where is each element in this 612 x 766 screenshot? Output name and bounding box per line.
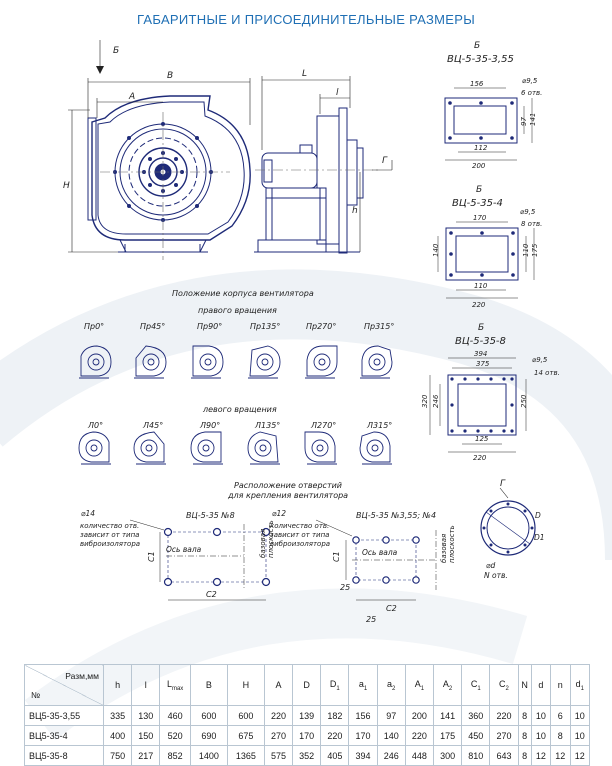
outlet-D1: D1 (534, 533, 545, 542)
flange-2-hole-count: 8 отв. (521, 220, 543, 228)
col-a2: $a_2$ (377, 665, 405, 706)
row-model-name: ВЦ5-35-4 (25, 726, 104, 746)
holes-heading-1: Расположение отверстий (234, 481, 343, 490)
pos-l-90: Л90° (200, 421, 221, 430)
pos-r-90: Пр90° (197, 322, 223, 331)
table-cell: 8 (518, 746, 531, 766)
table-cell: 600 (227, 706, 264, 726)
table-cell: 220 (264, 706, 292, 726)
holes-left-c1: C1 (147, 551, 156, 562)
holes-right-dia: ⌀12 (272, 509, 287, 518)
table-cell: 12 (551, 746, 570, 766)
table-cell: 170 (293, 726, 321, 746)
col-D: D (293, 665, 321, 706)
flange-3-hole-count: 14 отв. (534, 369, 560, 377)
holes-right-note-1: количество отв. (270, 522, 330, 530)
positions-heading: Положение корпуса вентилятора (172, 289, 314, 298)
table-cell: 394 (349, 746, 377, 766)
pos-r-270: Пр270° (306, 322, 337, 331)
pos-l-135: Л135° (255, 421, 281, 430)
flange-2-right-outer: 175 (531, 243, 539, 257)
table-row (25, 706, 590, 726)
col-d1: $d_1$ (570, 665, 590, 706)
table-cell: 1365 (227, 746, 264, 766)
corner-top-label: Разм,мм (65, 671, 99, 681)
table-cell: 170 (349, 726, 377, 746)
table-cell: 182 (321, 706, 349, 726)
outlet-D: D (535, 511, 541, 520)
table-cell: 10 (531, 706, 550, 726)
pos-r-45: Пр45° (140, 322, 166, 331)
fan-front-view (68, 40, 250, 260)
dim-G-label: Г (382, 156, 388, 166)
holes-right-note-3: виброизолятора (270, 540, 331, 548)
table-cell: 139 (293, 706, 321, 726)
table-corner-cell (25, 665, 104, 706)
pos-l-0: Л0° (88, 421, 104, 430)
flange-1-right-outer: 141 (529, 112, 537, 126)
holes-right-25b: 25 (366, 615, 377, 624)
table-cell: 400 (104, 726, 132, 746)
positions-right-label: правого вращения (198, 306, 277, 315)
flange-3-right: 250 (520, 394, 528, 408)
table-cell: 460 (160, 706, 191, 726)
flange-1-top: 156 (470, 80, 484, 88)
flange-1-hole-count: 6 отв. (521, 89, 543, 97)
table-cell: 352 (293, 746, 321, 766)
dim-B-label: B (167, 71, 174, 81)
holes-left-c2: C2 (206, 590, 217, 599)
table-cell: 405 (321, 746, 349, 766)
flange-3-left-inner: 246 (432, 394, 440, 408)
table-cell: 141 (434, 706, 462, 726)
holes-right-plane: плоскость (448, 525, 456, 563)
table-cell: 12 (531, 746, 550, 766)
table-cell: 8 (518, 726, 531, 746)
outlet-n: N отв. (484, 571, 508, 580)
col-C2: $C_2$ (490, 665, 518, 706)
table-cell: 675 (227, 726, 264, 746)
table-cell: 200 (405, 706, 433, 726)
table-cell: 750 (104, 746, 132, 766)
holes-right-c2: C2 (386, 604, 397, 613)
table-cell: 300 (434, 746, 462, 766)
col-lmax: $L_{max}$ (160, 665, 191, 706)
flange-3-top-inner: 375 (476, 360, 490, 368)
flange-1-right-inner: 97 (520, 117, 528, 126)
page-title: ГАБАРИТНЫЕ И ПРИСОЕДИНИТЕЛЬНЫЕ РАЗМЕРЫ (136, 12, 476, 27)
flange-2-model: ВЦ-5-35-4 (452, 198, 503, 209)
outlet-label: Г (500, 479, 506, 489)
col-H: H (227, 665, 264, 706)
position-icons-left (79, 432, 392, 464)
table-cell: 10 (570, 726, 590, 746)
col-h: h (104, 665, 132, 706)
outlet-hole-d: ⌀d (486, 561, 496, 570)
outlet-circle-view (481, 488, 535, 555)
col-A: A (264, 665, 292, 706)
holes-left-model: ВЦ-5-35 №8 (186, 511, 235, 520)
flange-3-top-outer: 394 (474, 350, 488, 358)
table-cell: 6 (551, 706, 570, 726)
fan-side-view (254, 76, 392, 253)
table-cell: 220 (490, 706, 518, 726)
flange-3-model: ВЦ-5-35-8 (455, 336, 506, 347)
col-A1: $A_1$ (405, 665, 433, 706)
table-cell: 690 (190, 726, 227, 746)
table-cell: 220 (405, 726, 433, 746)
dimensions-table (24, 664, 590, 766)
dim-h-label: h (352, 206, 358, 216)
dim-L-label: L (302, 69, 308, 79)
table-cell: 335 (104, 706, 132, 726)
flange-2-a1: 110 (474, 282, 488, 290)
table-cell: 450 (462, 726, 490, 746)
flange-2-left: 140 (432, 243, 440, 257)
table-cell: 150 (132, 726, 160, 746)
table-cell: 810 (462, 746, 490, 766)
table-cell: 12 (570, 746, 590, 766)
holes-right-c1: C1 (332, 551, 341, 562)
holes-right-axis: Ось вала (362, 548, 398, 557)
flange-1-hole-dia: ⌀9,5 (522, 77, 538, 85)
flange-2-A1: 220 (472, 301, 486, 309)
holes-left-axis: Ось вала (166, 545, 202, 554)
table-cell: 175 (434, 726, 462, 746)
dim-H-label: H (63, 181, 70, 191)
flange-1-a1: 112 (474, 144, 488, 152)
table-cell: 140 (377, 726, 405, 746)
col-n: n (551, 665, 570, 706)
flange-1-A1: 200 (472, 162, 486, 170)
table-cell: 8 (518, 706, 531, 726)
table-header-row (25, 665, 590, 706)
table-cell: 360 (462, 706, 490, 726)
flange-3-a1: 125 (475, 435, 489, 443)
col-C1: $C_1$ (462, 665, 490, 706)
table-cell: 270 (264, 726, 292, 746)
holes-heading-2: для крепления вентилятора (228, 491, 349, 500)
flange-view-355 (445, 88, 532, 160)
table-cell: 220 (321, 726, 349, 746)
holes-left-plane: плоскость (267, 520, 275, 558)
flange-3-hole-dia: ⌀9,5 (532, 356, 548, 364)
row-model-name: ВЦ5-35-8 (25, 746, 104, 766)
pos-l-315: Л315° (367, 421, 393, 430)
pos-r-135: Пр135° (250, 322, 281, 331)
flange-3-arrow: Б (478, 323, 485, 333)
table-cell: 600 (190, 706, 227, 726)
flange-3-left-outer: 320 (421, 394, 429, 408)
table-cell: 217 (132, 746, 160, 766)
col-b: B (190, 665, 227, 706)
table-cell: 10 (531, 726, 550, 746)
flange-2-top: 170 (473, 214, 487, 222)
table-cell: 852 (160, 746, 191, 766)
row-model-name: ВЦ5-35-3,55 (25, 706, 104, 726)
holes-left-note-2: зависит от типа (80, 531, 140, 539)
col-l: l (132, 665, 160, 706)
table-cell: 156 (349, 706, 377, 726)
table-cell: 643 (490, 746, 518, 766)
table-cell: 130 (132, 706, 160, 726)
holes-right-25a: 25 (340, 583, 351, 592)
table-cell: 1400 (190, 746, 227, 766)
table-cell: 246 (377, 746, 405, 766)
flange-1-arrow: Б (474, 41, 481, 51)
holes-left-dia: ⌀14 (81, 509, 96, 518)
flange-1-model: ВЦ-5-35-3,55 (447, 54, 514, 65)
flange-2-hole-dia: ⌀9,5 (520, 208, 536, 216)
table-row (25, 726, 590, 746)
col-a1: $a_1$ (349, 665, 377, 706)
table-cell: 575 (264, 746, 292, 766)
table-cell: 8 (551, 726, 570, 746)
table-cell: 270 (490, 726, 518, 746)
holes-left-note-1: количество отв. (80, 522, 140, 530)
table-cell: 10 (570, 706, 590, 726)
technical-drawing (0, 35, 612, 660)
holes-left-base: базовая (259, 528, 267, 558)
holes-right-model: ВЦ-5-35 №3,55; №4 (356, 511, 437, 520)
col-d: d (531, 665, 550, 706)
pos-r-315: Пр315° (364, 322, 395, 331)
table-cell: 520 (160, 726, 191, 746)
dim-A-label: A (129, 92, 136, 102)
table-cell: 448 (405, 746, 433, 766)
flange-2-arrow: Б (476, 185, 483, 195)
holes-right-base: базовая (440, 533, 448, 563)
pos-l-270: Л270° (311, 421, 337, 430)
flange-2-right-inner: 110 (522, 243, 530, 257)
col-A2: $A_2$ (434, 665, 462, 706)
table-cell: 97 (377, 706, 405, 726)
col-N: N (518, 665, 531, 706)
col-D1: $D_1$ (321, 665, 349, 706)
table-row (25, 746, 590, 766)
pos-r-0: Пр0° (84, 322, 105, 331)
main-view-arrow-label: Б (113, 46, 120, 56)
position-icons-right (79, 346, 392, 378)
pos-l-45: Л45° (143, 421, 164, 430)
dim-l-label: l (336, 88, 339, 98)
holes-left-note-3: виброизолятора (80, 540, 141, 548)
positions-left-label: левого вращения (203, 405, 277, 414)
corner-bottom-label: № (31, 690, 41, 700)
holes-right-note-2: зависит от типа (270, 531, 330, 539)
flange-3-A1: 220 (473, 454, 487, 462)
